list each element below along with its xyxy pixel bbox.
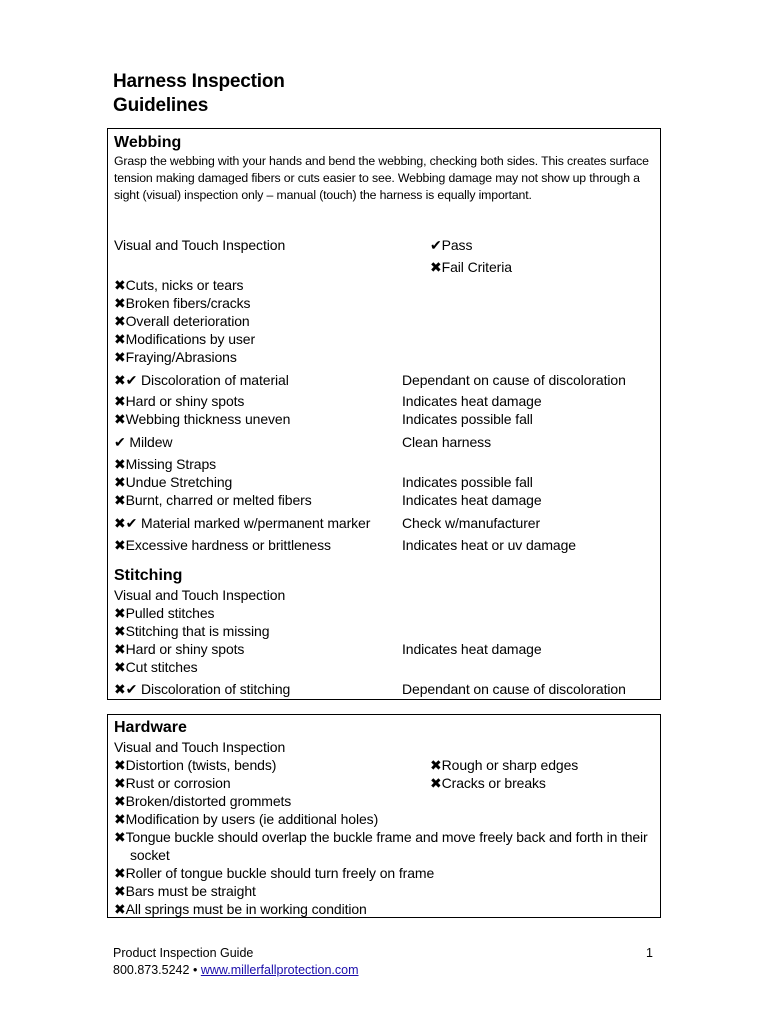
page-title-line2: Guidelines — [113, 95, 209, 116]
list-item: ✖Tongue buckle should overlap the buckle frame and move freely back and forth in their socket — [114, 829, 648, 863]
footer-contact — [113, 962, 359, 979]
footer-separator: • — [192, 963, 198, 977]
list-item: ✖Modification by users (ie additional holes) — [114, 811, 379, 827]
page-title-line1: Harness Inspection — [113, 71, 285, 92]
webbing-heading: Webbing — [114, 134, 182, 151]
footer-phone: 800.873.5242 — [113, 963, 190, 977]
pass-legend: ✔Pass — [430, 237, 473, 253]
hardware-inspection-label: Visual and Touch Inspection — [114, 739, 286, 755]
list-item: ✖Broken/distorted grommets — [114, 793, 292, 809]
page-title — [113, 70, 285, 118]
page-number: 1 — [646, 946, 653, 960]
list-item: ✖Roller of tongue buckle should turn freely on frame — [114, 865, 435, 881]
hardware-section: Hardware Visual and Touch Inspection ✖Distortion (twists, bends) ✖Rough or sharp edges ✖Rust or corrosion ✖Cracks or breaks ✖Broken/distorted grommets ✖Modification by users (ie additional holes) ✖Tongue buckle should overlap the buckle frame and move freely back and forth in their socket ✖Roller of tongue buckle should turn freely on frame ✖Bars must be straight ✖All springs must be in working condition — [107, 714, 661, 918]
list-item: ✖All springs must be in working condition — [114, 901, 367, 917]
fail-legend: ✖Fail Criteria — [430, 259, 512, 275]
footer-website-link[interactable]: www.millerfallprotection.com — [200, 963, 359, 977]
webbing-stitching-section: Webbing Grasp the webbing with your hands and bend the webbing, checking both sides. This creates surface tension making damaged fibers or cuts easier to see. Webbing damage may not show up through a sight (visual) inspection only – manual (touch) the harness is equally important. Visual and Touch Inspection ✔Pass ✖Fail Criteria ✖Cuts, nicks or tears ✖Broken fibers/cracks ✖Overall deterioration ✖Modifications by user ✖Fraying/Abrasions ✖✔ Discoloration of material Dependant on cause of discoloration ✖Hard or shiny spots Indicates heat damage ✖Webbing thickness uneven Indicates possible fall ✔ Mildew Clean harness ✖Missing Straps ✖Undue Stretching Indicates possible fall ✖Burnt, charred or melted fibers Indicates heat damage ✖✔ Material marked w/permanent marker Check w/manufacturer ✖Excessive hardness or brittleness Indicates heat or uv damage Stitching Visual and Touch Inspection ✖Pulled stitches ✖Stitching that is missing ✖Hard or shiny spots Indicates heat damage ✖Cut stitches ✖✔ Discoloration of stitching Dependant on cause of discoloration — [107, 128, 661, 700]
webbing-intro: Grasp the webbing with your hands and bend the webbing, checking both sides. This creates surface tension making damaged fibers or cuts easier to see. Webbing damage may not show up through a sight (visual) inspection only – manual (touch) the harness is equally important. — [114, 154, 649, 202]
stitching-heading: Stitching — [114, 567, 183, 584]
webbing-inspection-label: Visual and Touch Inspection — [114, 237, 286, 253]
stitching-inspection-label: Visual and Touch Inspection — [114, 587, 286, 603]
footer-guide-title: Product Inspection Guide — [113, 946, 254, 960]
list-item: ✖Bars must be straight — [114, 883, 256, 899]
hardware-heading: Hardware — [114, 719, 187, 736]
